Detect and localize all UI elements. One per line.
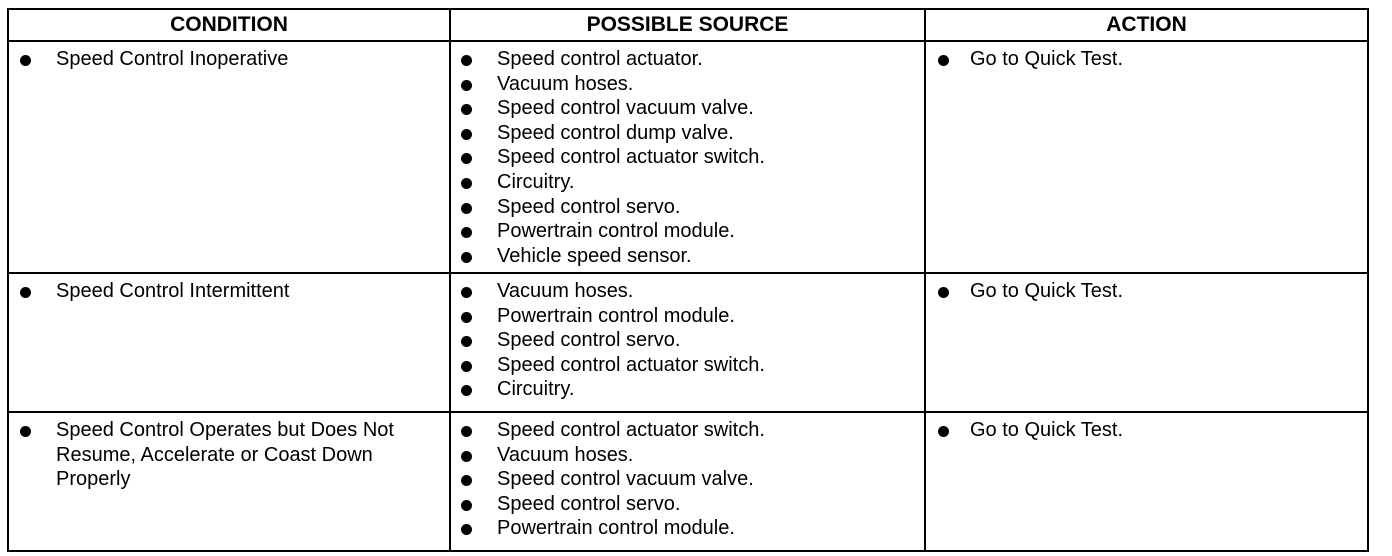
bullet-icon (461, 178, 472, 189)
source-item (451, 279, 920, 304)
bullet-icon (461, 361, 472, 372)
bullet-icon (461, 312, 472, 323)
bullet-icon (461, 104, 472, 115)
source-item (451, 418, 920, 443)
condition-list (9, 418, 445, 492)
bullet-icon (461, 153, 472, 164)
source-list (451, 279, 920, 402)
source-item (451, 195, 920, 220)
bullet-icon (938, 55, 949, 66)
action-item (926, 47, 1363, 72)
condition-cell (8, 273, 450, 412)
source-item (451, 244, 920, 269)
condition-text: Speed Control Inoperative (56, 48, 289, 70)
source-text: Speed control servo. (497, 329, 681, 352)
source-item (451, 121, 920, 146)
source-list (451, 47, 920, 268)
source-text: Powertrain control module. (497, 304, 735, 327)
source-item (451, 516, 920, 541)
action-list (926, 279, 1363, 304)
source-text: Speed control servo. (497, 492, 681, 515)
condition-cell (8, 41, 450, 273)
source-item (451, 304, 920, 329)
action-cell (925, 41, 1368, 273)
source-text: Speed control vacuum valve. (497, 97, 754, 120)
action-text: Go to Quick Test. (970, 280, 1124, 302)
source-item (451, 47, 920, 72)
condition-list (9, 279, 445, 304)
action-list (926, 47, 1363, 72)
source-text: Powertrain control module. (497, 517, 735, 540)
action-item (926, 418, 1363, 443)
bullet-icon (461, 475, 472, 486)
bullet-icon (461, 80, 472, 91)
action-text: Go to Quick Test. (970, 48, 1124, 70)
source-item (451, 145, 920, 170)
bullet-icon (20, 287, 31, 298)
bullet-icon (461, 55, 472, 66)
action-text: Go to Quick Test. (970, 419, 1124, 441)
action-cell (925, 412, 1368, 551)
condition-text: Speed Control Intermittent (56, 280, 290, 302)
source-text: Vacuum hoses. (497, 443, 634, 466)
action-list (926, 418, 1363, 443)
bullet-icon (461, 385, 472, 396)
bullet-icon (461, 227, 472, 238)
condition-list (9, 47, 445, 72)
source-text: Speed control dump valve. (497, 121, 734, 144)
bullet-icon (938, 287, 949, 298)
bullet-icon (461, 336, 472, 347)
source-item (451, 443, 920, 468)
source-text: Circuitry. (497, 378, 575, 401)
source-list (451, 418, 920, 541)
source-text: Circuitry. (497, 170, 575, 193)
condition-header: CONDITION (8, 9, 450, 41)
bullet-icon (461, 524, 472, 535)
bullet-icon (461, 252, 472, 263)
source-item (451, 328, 920, 353)
source-item (451, 353, 920, 378)
source-text: Vacuum hoses. (497, 280, 634, 302)
bullet-icon (461, 500, 472, 511)
source-item (451, 170, 920, 195)
bullet-icon (461, 203, 472, 214)
possible-source-header: POSSIBLE SOURCE (450, 9, 925, 41)
source-cell (450, 41, 925, 273)
source-text: Vehicle speed sensor. (497, 244, 692, 267)
source-item (451, 467, 920, 492)
source-text: Speed control servo. (497, 195, 681, 218)
diagnosis-table (7, 8, 1369, 552)
condition-text: Speed Control Operates but Does Not Resume, Accelerate or Coast Down Properly (56, 419, 394, 491)
source-text: Vacuum hoses. (497, 72, 634, 95)
source-text: Speed control actuator switch. (497, 353, 765, 376)
condition-cell (8, 412, 450, 551)
source-item (451, 377, 920, 402)
source-item (451, 219, 920, 244)
source-text: Speed control actuator switch. (497, 146, 765, 169)
source-item (451, 492, 920, 517)
source-text: Speed control vacuum valve. (497, 468, 754, 491)
action-cell (925, 273, 1368, 412)
bullet-icon (461, 287, 472, 298)
bullet-icon (938, 426, 949, 437)
source-text: Speed control actuator. (497, 48, 703, 70)
source-item (451, 72, 920, 97)
condition-item (9, 47, 445, 72)
bullet-icon (20, 55, 31, 66)
source-text: Speed control actuator switch. (497, 419, 765, 441)
bullet-icon (461, 129, 472, 140)
action-header: ACTION (925, 9, 1368, 41)
source-cell (450, 273, 925, 412)
action-item (926, 279, 1363, 304)
table-row (8, 412, 1368, 551)
source-item (451, 96, 920, 121)
bullet-icon (461, 451, 472, 462)
bullet-icon (20, 426, 31, 437)
bullet-icon (461, 426, 472, 437)
condition-item (9, 418, 445, 492)
condition-item (9, 279, 445, 304)
table-row (8, 273, 1368, 412)
header-row (8, 9, 1368, 41)
source-cell (450, 412, 925, 551)
table-row (8, 41, 1368, 273)
source-text: Powertrain control module. (497, 220, 735, 243)
